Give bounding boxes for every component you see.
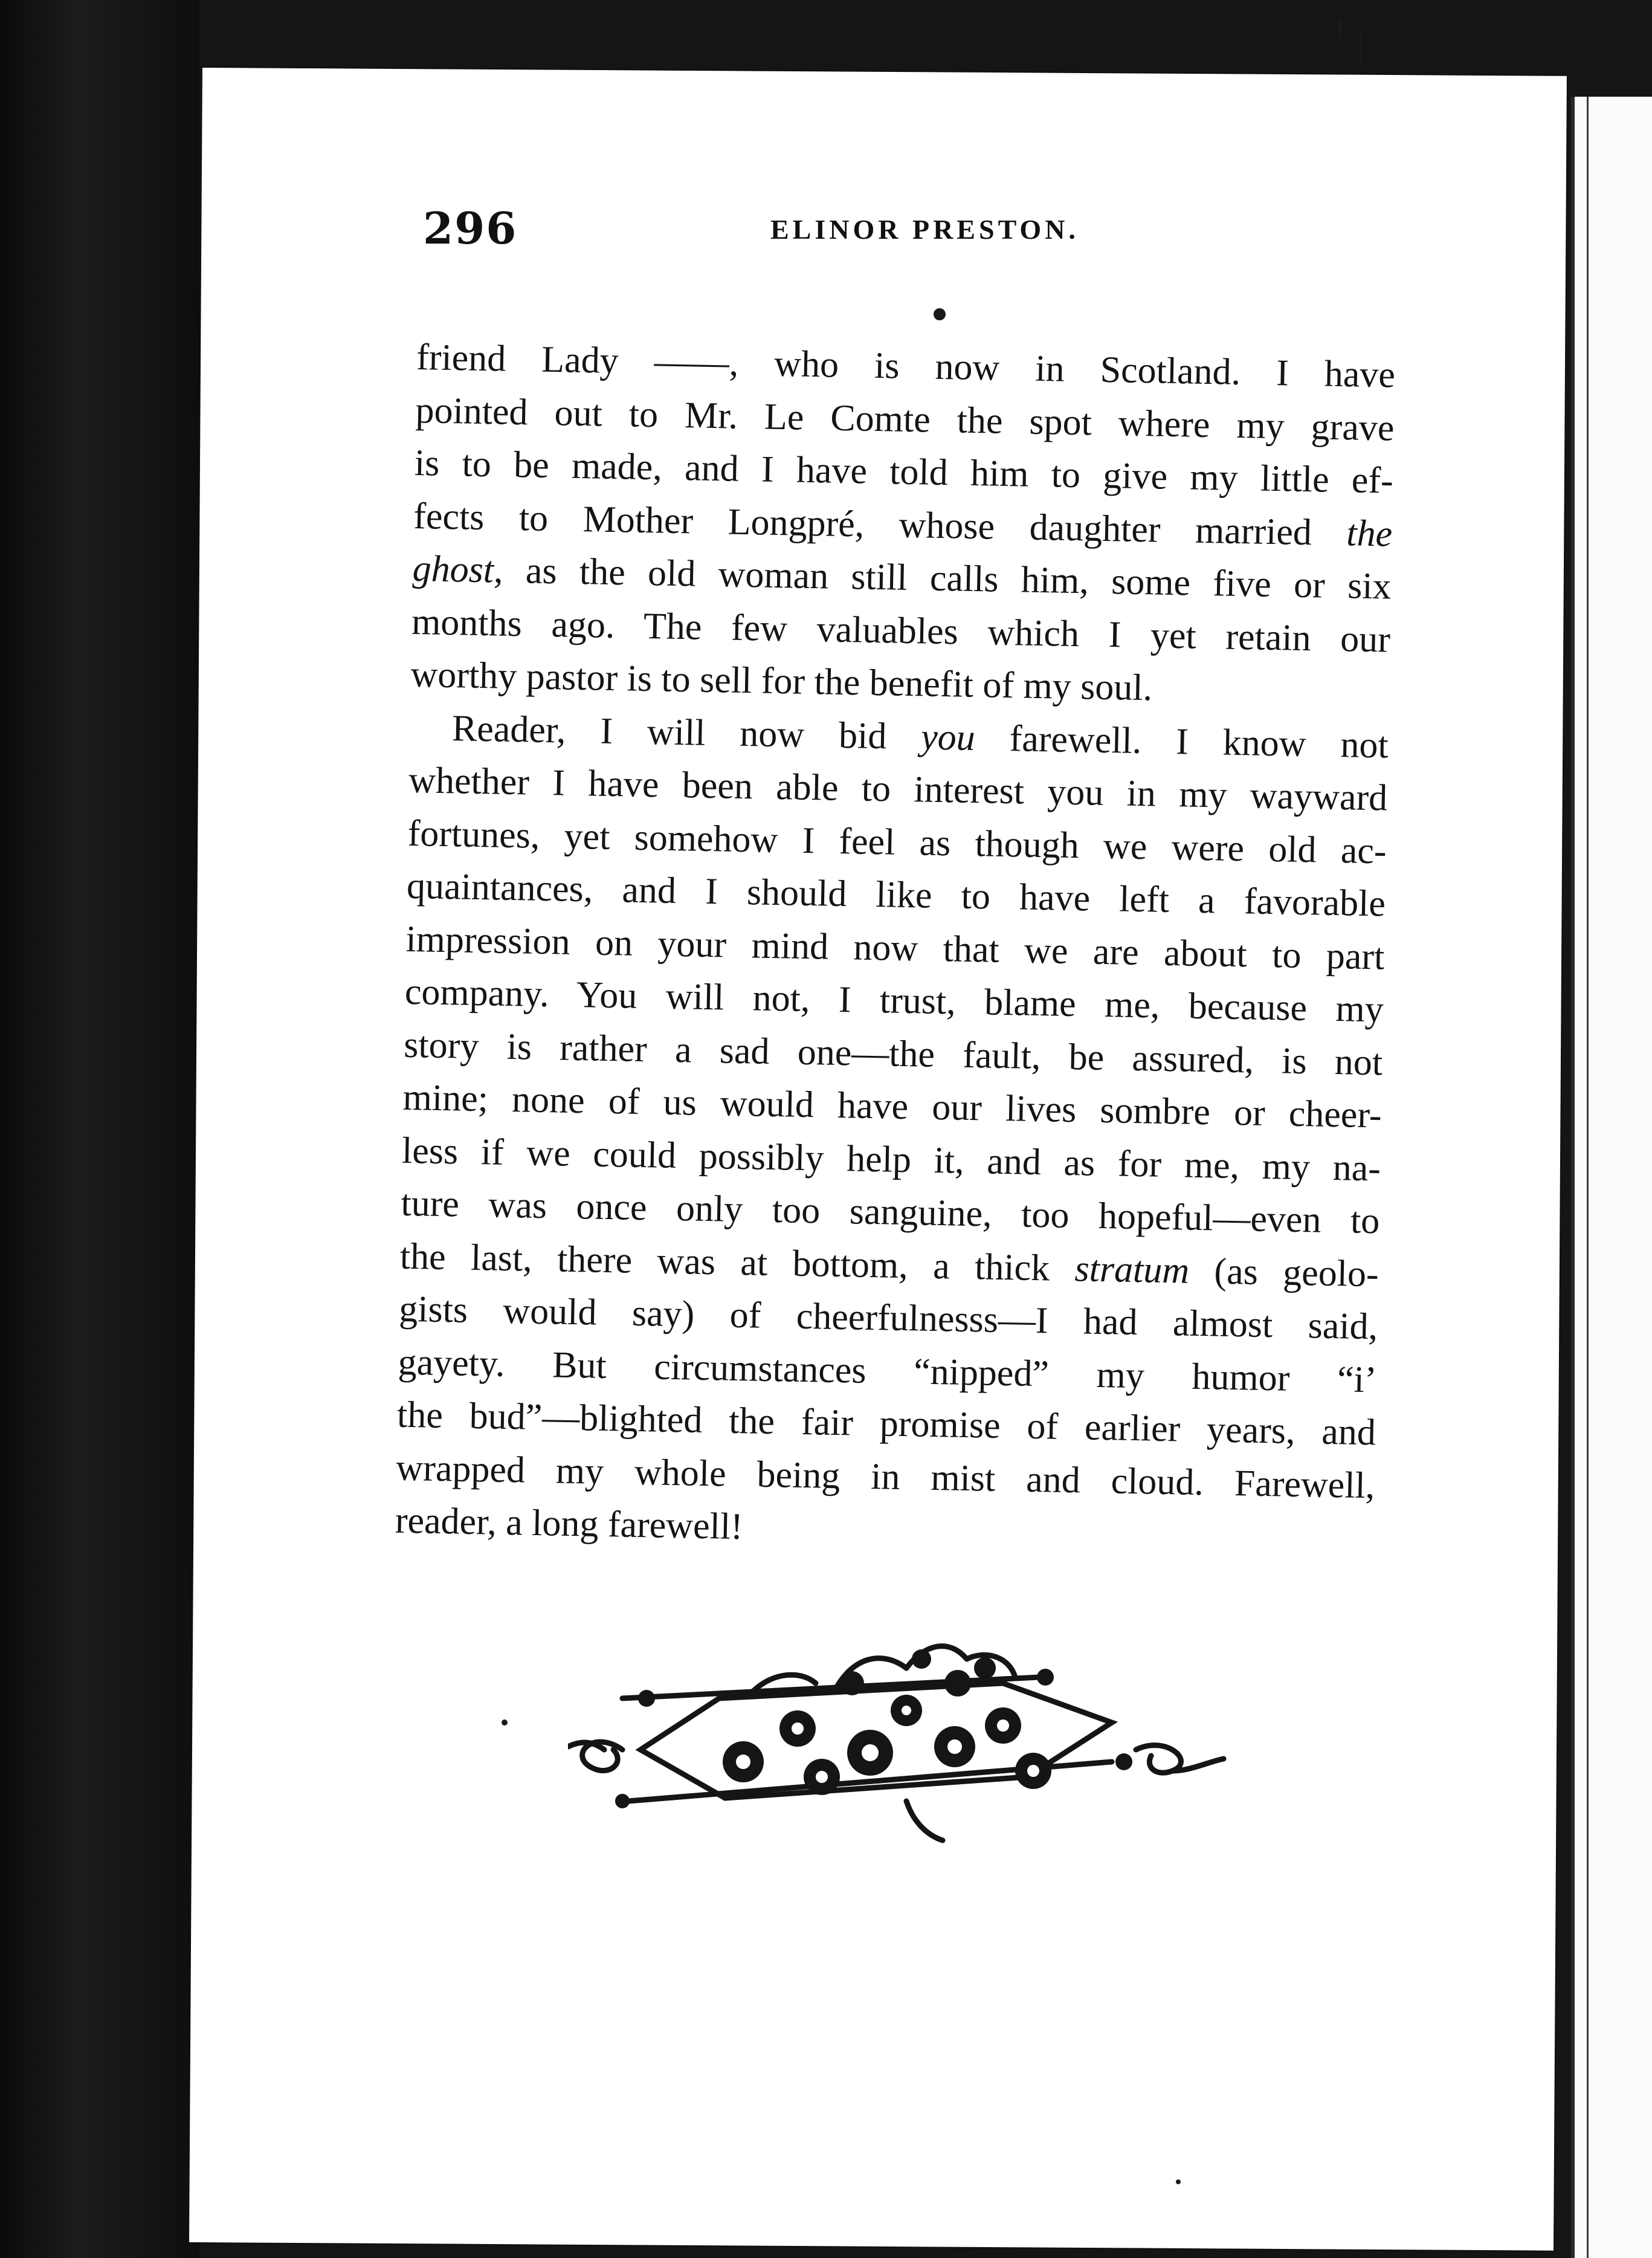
text-line: worthy pastor is to sell for the benefit of my soul. xyxy=(410,653,1153,709)
text-line: wrapped my whole being in mist and cloud. Farewell, xyxy=(395,1447,1375,1506)
body-text xyxy=(395,331,1396,1565)
text-line: gayety. But circumstances “nipped” my humor “i’ xyxy=(398,1341,1378,1400)
text-line: fortunes, yet somehow I feel as though we were old ac- xyxy=(407,812,1387,872)
text-span: , as the old woman still calls him, some five or six xyxy=(493,549,1392,607)
text-span: the last, there was at bottom, a thick xyxy=(399,1235,1076,1289)
facing-page-edge xyxy=(1571,97,1652,2258)
text-line: friend Lady ——, who is now in Scotland. I have xyxy=(416,336,1396,396)
italic-word: ghost xyxy=(412,548,494,591)
italic-word: stratum xyxy=(1074,1247,1190,1292)
text-line: story is rather a sad one—the fault, be assured, is not xyxy=(403,1024,1383,1083)
page-number: 296 xyxy=(423,202,518,254)
text-span: Reader, I will now bid xyxy=(451,707,921,757)
running-title: ELINOR PRESTON. xyxy=(770,214,1079,245)
text-line: impression on your mind now that we are about to part xyxy=(405,918,1385,978)
text-line: is to be made, and I have told him to give my little ef- xyxy=(414,442,1394,502)
text-line: less if we could possibly help it, and as for me, my na- xyxy=(401,1130,1381,1189)
text-span: fects to Mother Longpré, whose daughter married xyxy=(413,495,1347,554)
text-line: quaintances, and I should like to have left a favorable xyxy=(406,865,1386,925)
text-line: reader, a long farewell! xyxy=(395,1499,744,1548)
text-line: company. You will not, I trust, blame me, because my xyxy=(404,971,1384,1030)
text-line: months ago. The few valuables which I yet retain our xyxy=(411,601,1391,661)
italic-word: you xyxy=(920,716,976,759)
book-binding-edge xyxy=(0,0,199,2258)
text-line: mine; none of us would have our lives sombre or cheer- xyxy=(402,1076,1383,1136)
text-span: (as geolo- xyxy=(1189,1250,1379,1295)
italic-word: the xyxy=(1346,512,1393,555)
text-line: gists would say) of cheerfulnesss—I had almost said, xyxy=(398,1288,1378,1348)
text-line: the bud”—blighted the fair promise of earlier years, and xyxy=(396,1394,1376,1454)
running-head xyxy=(423,202,1366,275)
text-line: whether I have been able to interest you in my wayward xyxy=(408,759,1388,819)
text-line: ture was once only too sanguine, too hopeful—even to xyxy=(400,1182,1380,1242)
text-span: farewell. I know not xyxy=(975,717,1389,766)
floral-tailpiece-ornament xyxy=(568,1626,1227,1843)
text-line: pointed out to Mr. Le Comte the spot where my grave xyxy=(415,389,1395,449)
